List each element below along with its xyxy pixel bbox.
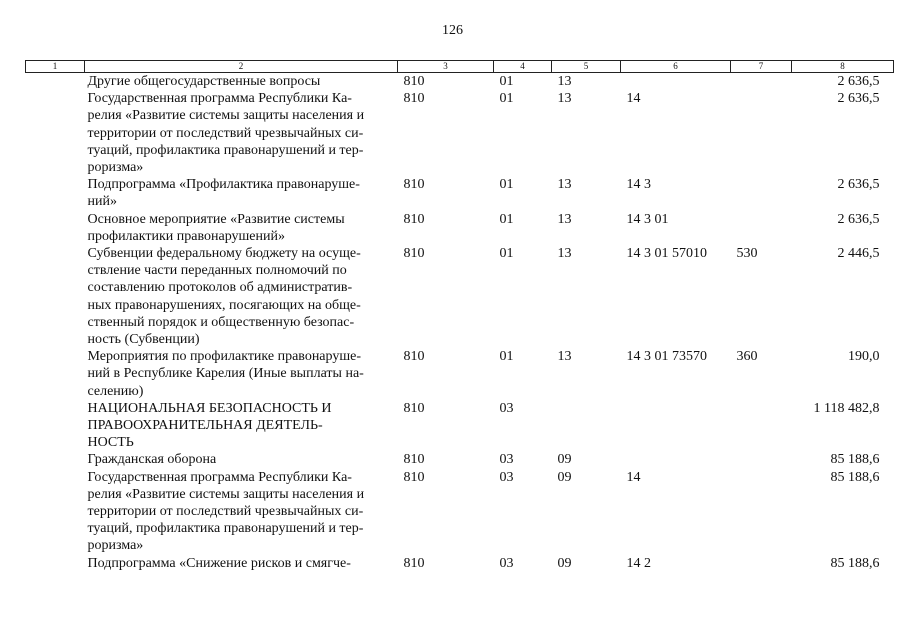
row-section-code: 03 xyxy=(499,400,514,416)
row-number-cell xyxy=(26,555,85,572)
table-row xyxy=(26,73,894,91)
row-admin-code: 810 xyxy=(403,400,425,416)
row-target-article xyxy=(621,73,731,91)
row-target-article: 14 2 xyxy=(626,555,651,571)
row-expense-type xyxy=(731,90,792,176)
row-amount: 2 636,5 xyxy=(837,91,880,107)
row-amount: 2 636,5 xyxy=(837,74,880,89)
table-row xyxy=(26,348,894,400)
row-target-article: 14 xyxy=(626,469,641,485)
description-line: релия «Развитие системы защиты населения и xyxy=(87,486,365,502)
description-line: НАЦИОНАЛЬНАЯ БЕЗОПАСНОСТЬ И xyxy=(87,400,332,416)
row-target-article xyxy=(621,451,731,468)
row-expense-type xyxy=(731,400,792,452)
description-line: Подпрограмма «Профилактика правонаруше- xyxy=(87,177,360,193)
table-row xyxy=(26,90,894,176)
description-line: ПРАВООХРАНИТЕЛЬНАЯ ДЕЯТЕЛЬ- xyxy=(87,418,323,434)
col-header-8: 8 xyxy=(792,61,894,73)
row-number-cell xyxy=(26,176,85,210)
row-amount: 1 118 482,8 xyxy=(813,400,880,416)
row-amount: 85 188,6 xyxy=(830,452,880,468)
row-number-cell xyxy=(26,73,85,91)
row-amount: 85 188,6 xyxy=(830,469,880,485)
row-section-code: 01 xyxy=(499,211,514,227)
row-amount: 190,0 xyxy=(848,349,880,365)
row-amount: 85 188,6 xyxy=(830,555,880,571)
description-line: территории от последствий чрезвычайных си- xyxy=(87,125,364,141)
row-subsection-code xyxy=(552,400,621,452)
row-section-code: 01 xyxy=(499,349,514,365)
row-number-cell xyxy=(26,469,85,555)
row-target-article: 14 3 01 57010 xyxy=(626,246,707,262)
row-section-code: 01 xyxy=(499,74,514,89)
col-header-3: 3 xyxy=(398,61,494,73)
table-body xyxy=(26,73,894,572)
row-section-code: 03 xyxy=(499,452,514,468)
table-row xyxy=(26,400,894,452)
row-section-code: 03 xyxy=(499,555,514,571)
table-header xyxy=(26,61,894,73)
row-admin-code: 810 xyxy=(403,349,425,365)
row-section-code: 01 xyxy=(499,177,514,193)
row-admin-code: 810 xyxy=(403,74,425,89)
row-number-cell xyxy=(26,400,85,452)
row-number-cell xyxy=(26,90,85,176)
table-row xyxy=(26,451,894,468)
row-expense-type xyxy=(731,176,792,210)
row-expense-type: 360 xyxy=(736,349,758,365)
row-amount: 2 636,5 xyxy=(837,211,880,227)
row-expense-type xyxy=(731,451,792,468)
description-line: Государственная программа Республики Ка- xyxy=(87,91,352,107)
description-line: ных правонарушениях, посягающих на обще- xyxy=(87,297,361,313)
description-line: ний» xyxy=(87,194,117,210)
row-admin-code: 810 xyxy=(403,91,425,107)
row-admin-code: 810 xyxy=(403,246,425,262)
budget-table xyxy=(25,60,894,572)
table-row xyxy=(26,555,894,572)
description-line: роризма» xyxy=(87,538,144,554)
description-line: составлению протоколов об административ- xyxy=(87,280,353,296)
row-target-article: 14 3 01 73570 xyxy=(626,349,707,365)
row-number-cell xyxy=(26,245,85,348)
row-number-cell xyxy=(26,451,85,468)
col-header-2: 2 xyxy=(85,61,398,73)
description-line: селению) xyxy=(87,383,144,399)
col-header-6: 6 xyxy=(621,61,731,73)
row-admin-code: 810 xyxy=(403,177,425,193)
page-number: 126 xyxy=(442,23,463,38)
row-target-article: 14 3 01 xyxy=(626,211,669,227)
row-subsection-code: 09 xyxy=(557,469,572,485)
row-amount: 2 446,5 xyxy=(837,246,880,262)
description-line: релия «Развитие системы защиты населения и xyxy=(87,108,365,124)
row-expense-type xyxy=(731,211,792,245)
description-line: Подпрограмма «Снижение рисков и смягче- xyxy=(87,555,351,571)
row-description xyxy=(85,90,398,176)
row-description xyxy=(85,451,398,468)
description-line: ний в Республике Карелия (Иные выплаты на- xyxy=(87,366,364,382)
header-row xyxy=(26,61,894,73)
description-line: Мероприятия по профилактике правонаруше- xyxy=(87,349,361,365)
col-header-1: 1 xyxy=(26,61,85,73)
table-row xyxy=(26,469,894,555)
row-admin-code: 810 xyxy=(403,555,425,571)
row-subsection-code: 09 xyxy=(557,555,572,571)
description-line: Другие общегосударственные вопросы xyxy=(87,74,321,89)
description-line: НОСТЬ xyxy=(87,435,134,451)
row-amount: 2 636,5 xyxy=(837,177,880,193)
row-admin-code: 810 xyxy=(403,452,425,468)
row-expense-type xyxy=(731,73,792,91)
row-expense-type xyxy=(731,469,792,555)
table-row xyxy=(26,245,894,348)
row-expense-type: 530 xyxy=(736,246,758,262)
row-admin-code: 810 xyxy=(403,469,425,485)
row-target-article: 14 xyxy=(626,91,641,107)
col-header-7: 7 xyxy=(731,61,792,73)
row-section-code: 01 xyxy=(499,246,514,262)
row-section-code: 01 xyxy=(499,91,514,107)
row-subsection-code: 13 xyxy=(557,177,572,193)
row-description xyxy=(85,176,398,210)
col-header-4: 4 xyxy=(494,61,552,73)
row-description xyxy=(85,400,398,452)
row-description xyxy=(85,73,398,91)
description-line: Государственная программа Республики Ка- xyxy=(87,469,352,485)
row-description xyxy=(85,245,398,348)
row-description xyxy=(85,469,398,555)
row-subsection-code: 09 xyxy=(557,452,572,468)
row-target-article xyxy=(621,400,731,452)
row-description xyxy=(85,555,398,572)
row-admin-code: 810 xyxy=(403,211,425,227)
row-number-cell xyxy=(26,348,85,400)
row-section-code: 03 xyxy=(499,469,514,485)
description-line: Субвенции федеральному бюджету на осуще- xyxy=(87,246,361,262)
row-subsection-code: 13 xyxy=(557,349,572,365)
row-expense-type xyxy=(731,555,792,572)
description-line: территории от последствий чрезвычайных си- xyxy=(87,504,364,520)
description-line: ственный порядок и общественную безопас- xyxy=(87,314,355,330)
description-line: профилактики правонарушений» xyxy=(87,228,285,244)
row-number-cell xyxy=(26,211,85,245)
row-description xyxy=(85,348,398,400)
row-subsection-code: 13 xyxy=(557,91,572,107)
description-line: ствление части переданных полномочий по xyxy=(87,263,347,279)
row-target-article: 14 3 xyxy=(626,177,651,193)
description-line: ность (Субвенции) xyxy=(87,332,200,348)
row-subsection-code: 13 xyxy=(557,246,572,262)
description-line: роризма» xyxy=(87,160,144,176)
description-line: Гражданская оборона xyxy=(87,452,217,468)
row-subsection-code: 13 xyxy=(557,211,572,227)
description-line: Основное мероприятие «Развитие системы xyxy=(87,211,345,227)
description-line: туаций, профилактика правонарушений и тер- xyxy=(87,521,364,537)
col-header-5: 5 xyxy=(552,61,621,73)
row-description xyxy=(85,211,398,245)
row-subsection-code: 13 xyxy=(557,74,572,89)
table-row xyxy=(26,211,894,245)
description-line: туаций, профилактика правонарушений и тер- xyxy=(87,142,364,158)
table-row xyxy=(26,176,894,210)
